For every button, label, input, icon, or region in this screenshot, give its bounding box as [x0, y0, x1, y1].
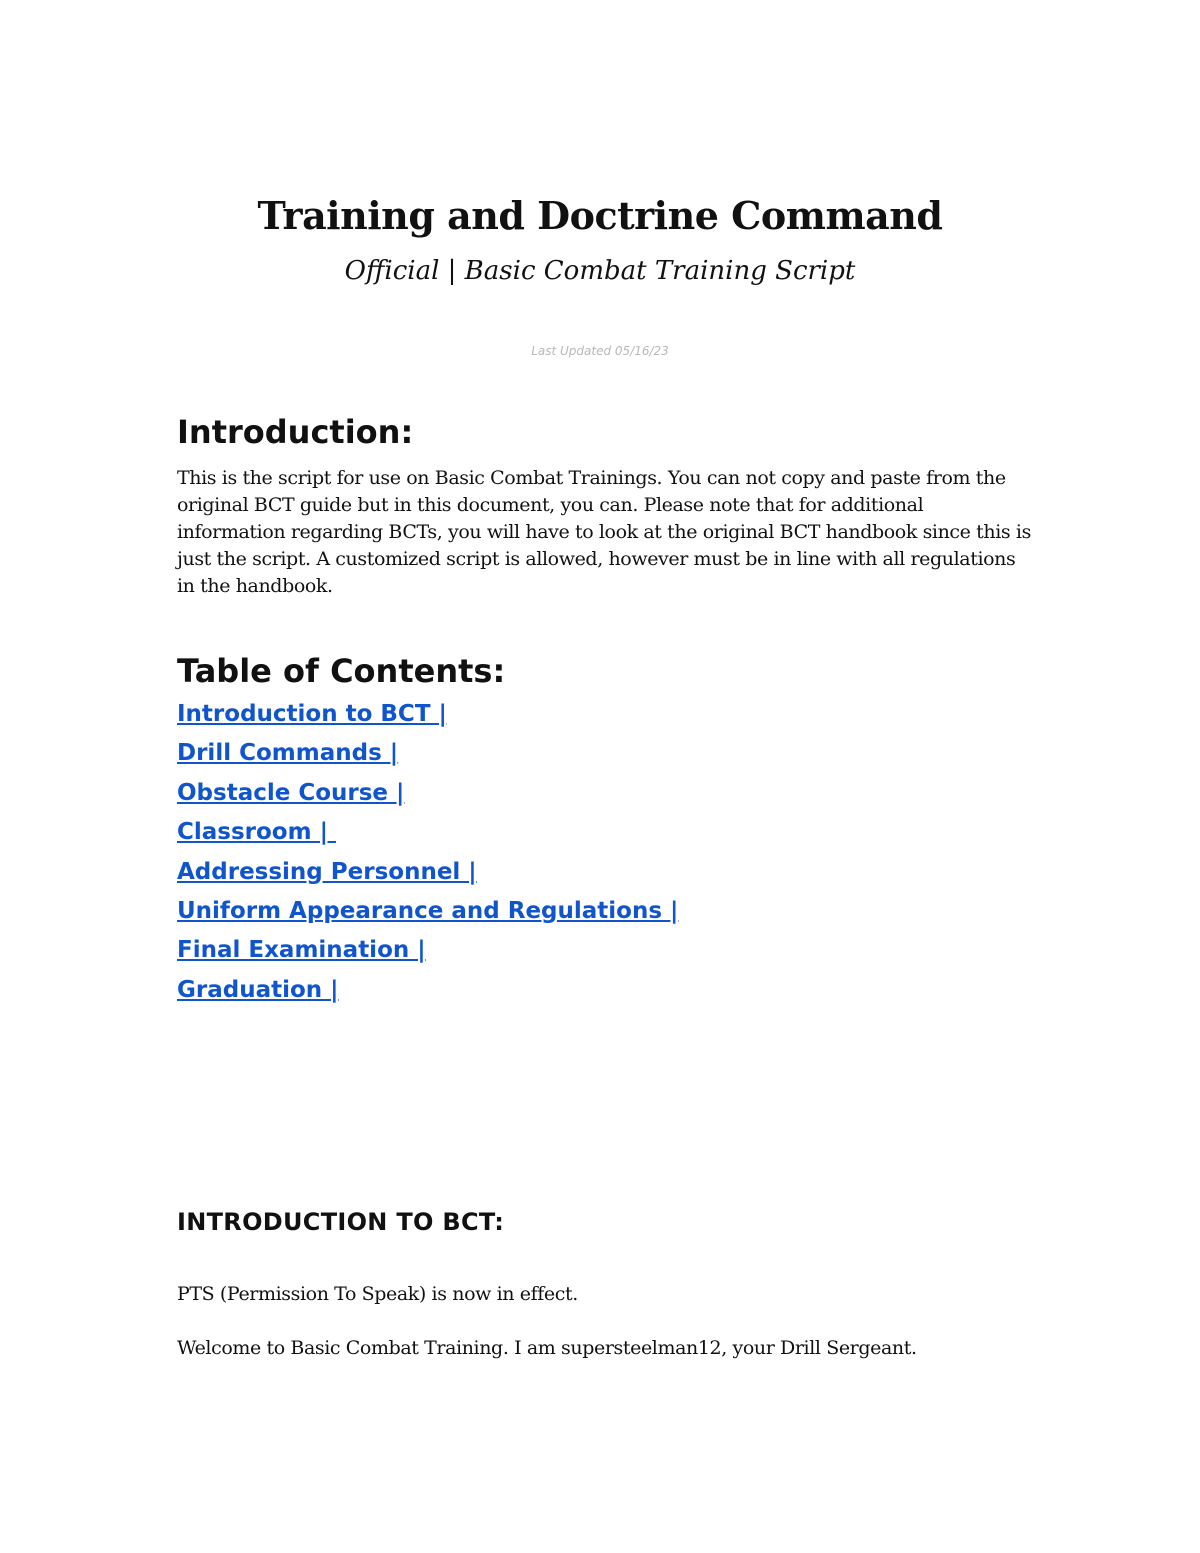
intro-to-bct-heading: INTRODUCTION TO BCT: [177, 1208, 505, 1236]
last-updated-note: Last Updated 05/16/23 [531, 344, 669, 358]
toc-heading: Table of Contents: [177, 652, 506, 690]
document-title: Training and Doctrine Command [257, 193, 943, 238]
toc-item-drill-commands [177, 735, 678, 774]
table-of-contents [177, 696, 678, 1011]
toc-link-graduation[interactable]: Graduation | [177, 976, 339, 1003]
toc-item-classroom [177, 814, 678, 853]
introduction-body: This is the script for use on Basic Combat Trainings. You can not copy and paste from the original BCT guide but in this document, you can. Please note that for additional information regarding BCTs, you will have to look at the original BCT handbook since this is just the script. A customized script is allowed, however must be in line with all regulations in the handbook. [177, 467, 1031, 597]
pts-paragraph: PTS (Permission To Speak) is now in effect. [177, 1283, 578, 1305]
toc-item-introduction-to-bct [177, 696, 678, 735]
toc-item-graduation [177, 972, 678, 1011]
toc-item-addressing-personnel [177, 854, 678, 893]
toc-link-uniform-appearance[interactable]: Uniform Appearance and Regulations | [177, 897, 679, 924]
toc-link-final-examination[interactable]: Final Examination | [177, 937, 426, 964]
toc-link-introduction-to-bct[interactable]: Introduction to BCT | [177, 701, 447, 727]
toc-link-classroom[interactable]: Classroom | [177, 819, 336, 846]
toc-item-final-examination [177, 932, 678, 971]
toc-item-uniform-appearance [177, 893, 678, 932]
toc-link-drill-commands[interactable]: Drill Commands | [177, 740, 399, 767]
document-subtitle: Official | Basic Combat Training Script [344, 256, 856, 286]
welcome-paragraph: Welcome to Basic Combat Training. I am supersteelman12, your Drill Sergeant. [177, 1337, 917, 1359]
toc-item-obstacle-course [177, 775, 678, 814]
toc-link-obstacle-course[interactable]: Obstacle Course | [177, 779, 405, 806]
toc-link-addressing-personnel[interactable]: Addressing Personnel | [177, 858, 477, 885]
introduction-heading: Introduction: [177, 413, 414, 451]
